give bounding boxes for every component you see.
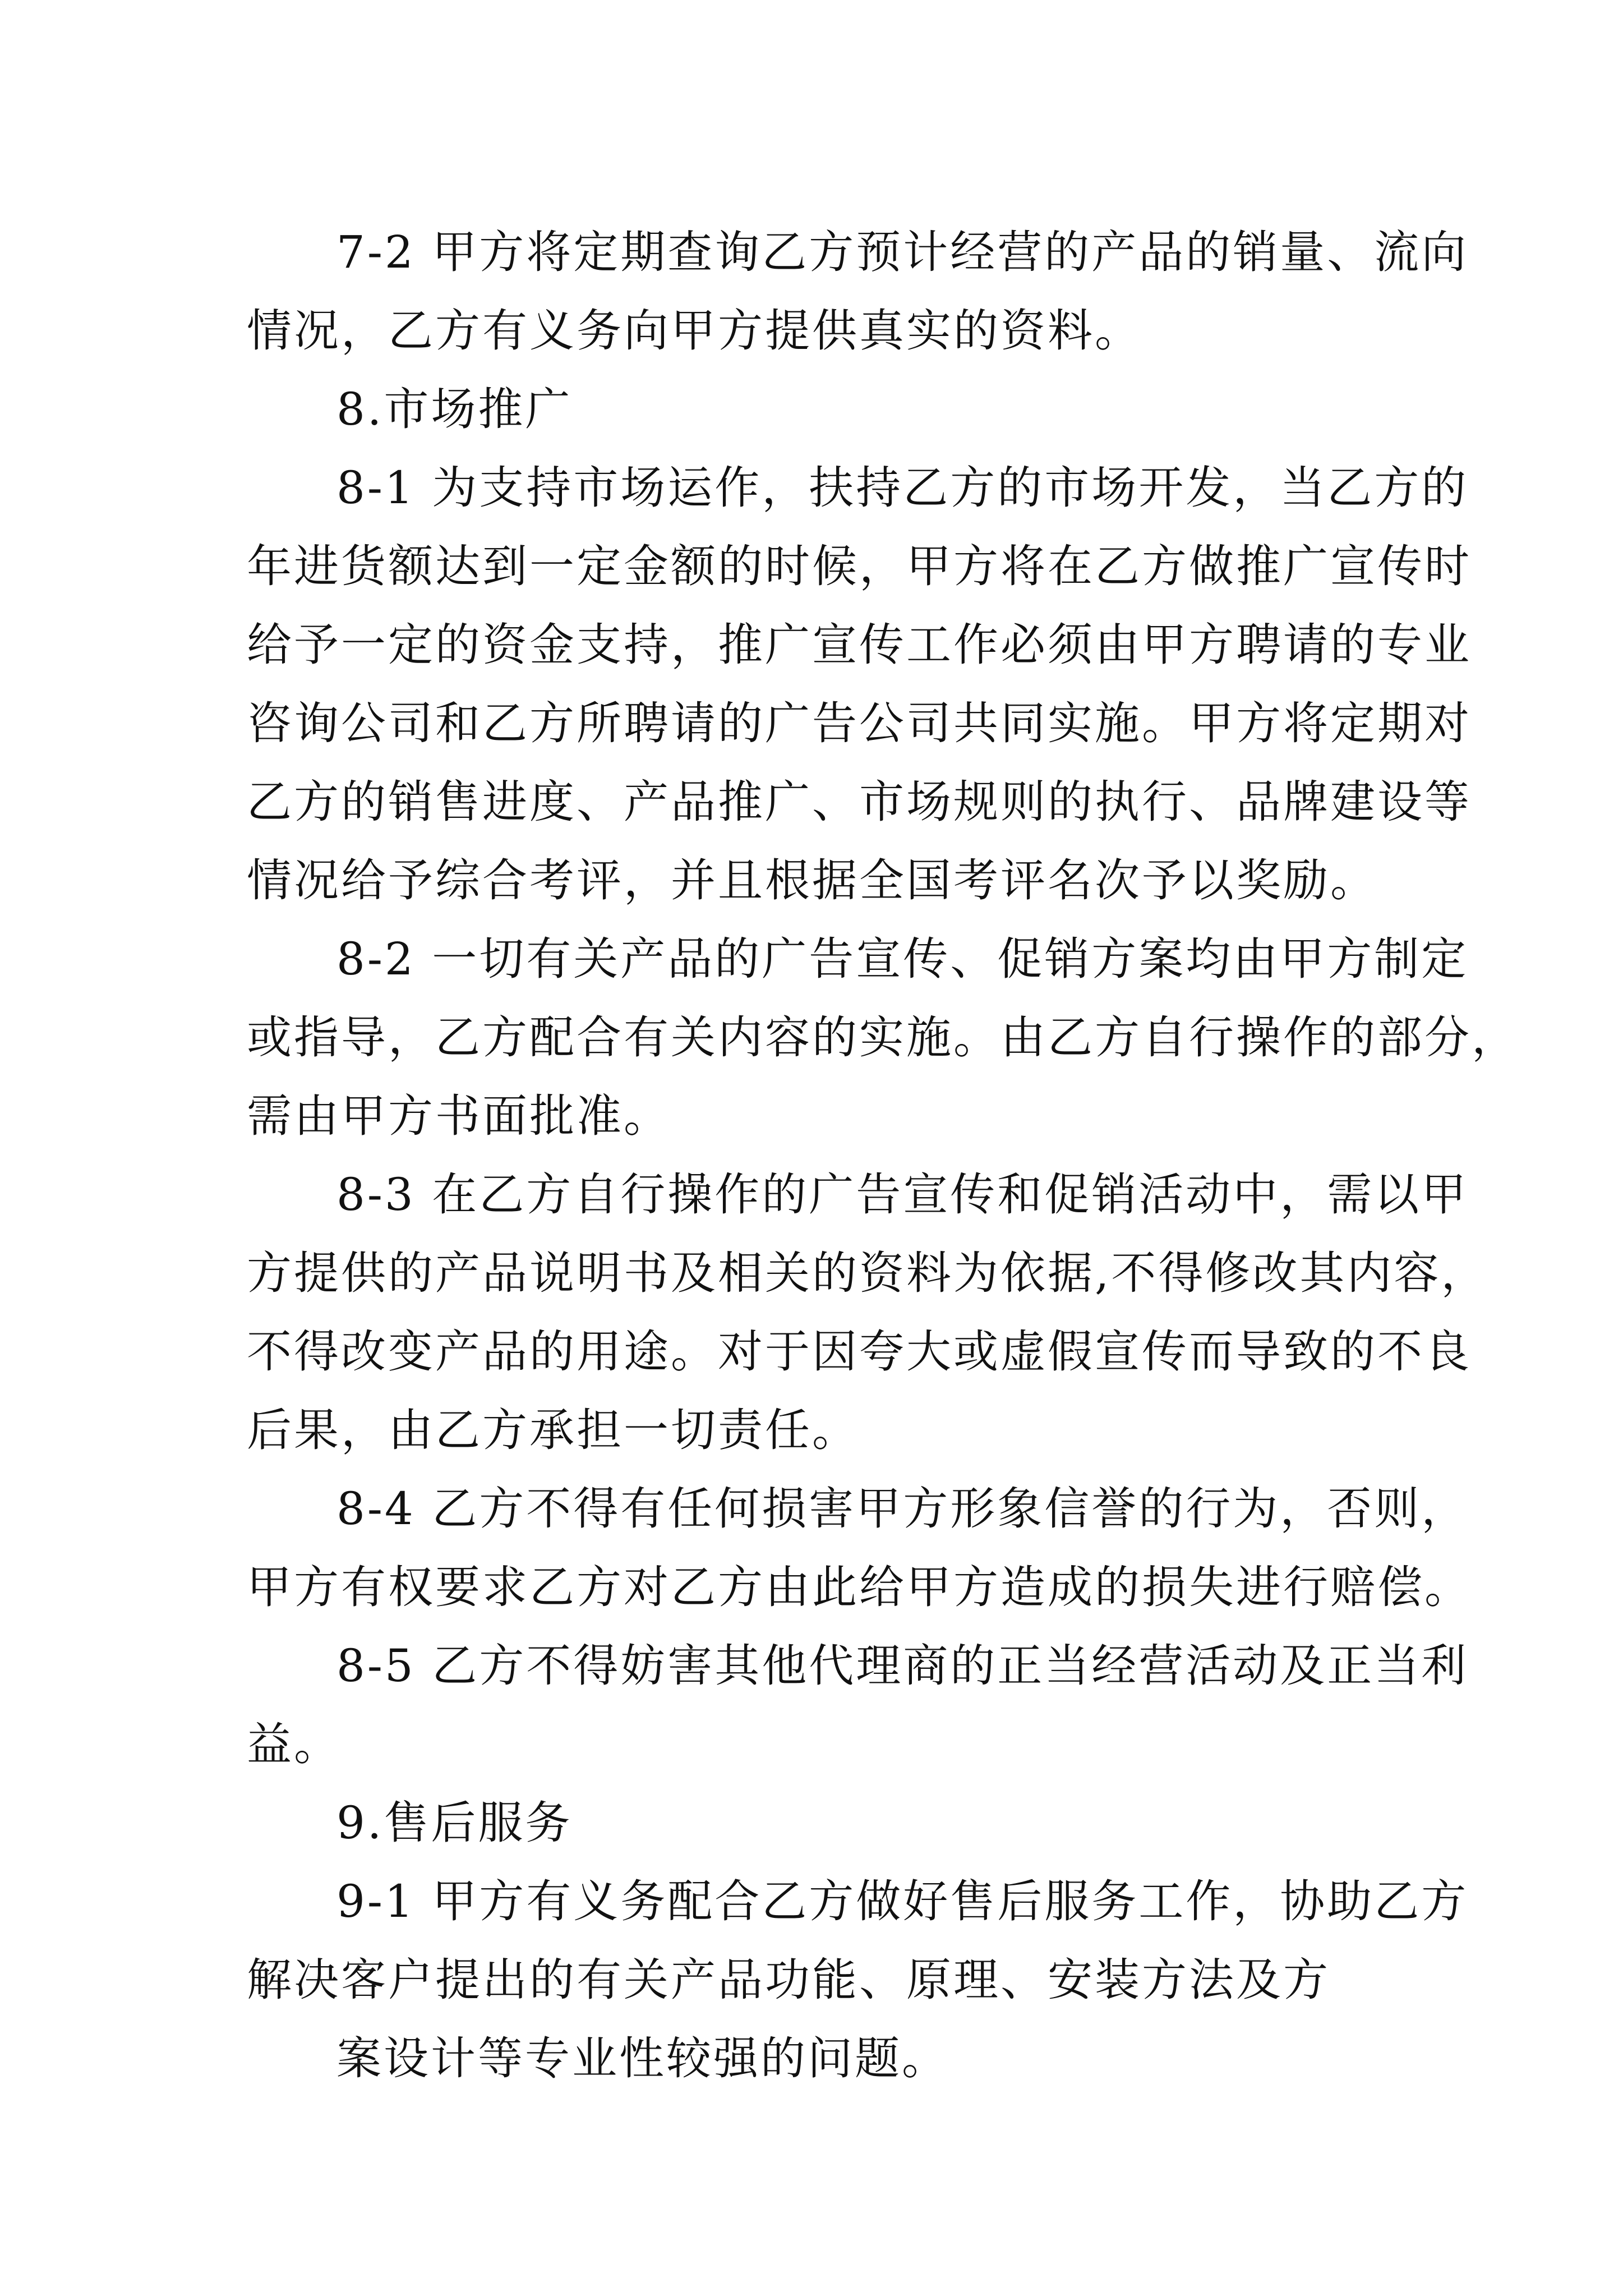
document-body <box>247 213 1519 2098</box>
text-line: 9-1 甲方有义务配合乙方做好售后服务工作，协助乙方 <box>336 1875 1469 1927</box>
text-line: 给予一定的资金支持，推广宣传工作必须由甲方聘请的专业 <box>247 619 1472 671</box>
text-line: 咨询公司和乙方所聘请的广告公司共同实施。甲方将定期对 <box>247 697 1472 749</box>
text-line: 8-4 乙方不得有任何损害甲方形象信誉的行为，否则， <box>336 1483 1469 1535</box>
text-line: 乙方的销售进度、产品推广、市场规则的执行、品牌建设等 <box>247 776 1472 828</box>
text-line: 7-2 甲方将定期查询乙方预计经营的产品的销量、流向 <box>336 226 1469 278</box>
text-line: 益。 <box>247 1718 341 1770</box>
text-line: 情况给予综合考评，并且根据全国考评名次予以奖励。 <box>247 854 1377 907</box>
text-line: 解决客户提出的有关产品功能、原理、安装方法及方 <box>247 1954 1330 2006</box>
section-heading: 9.售后服务 <box>336 1797 573 1849</box>
text-line: 案设计等专业性较强的问题。 <box>336 2032 949 2085</box>
text-line: 8-5 乙方不得妨害其他代理商的正当经营活动及正当利 <box>336 1640 1469 1692</box>
text-line: 后果，由乙方承担一切责任。 <box>247 1404 859 1456</box>
text-line: 情况，乙方有义务向甲方提供真实的资料。 <box>247 305 1142 357</box>
text-line: 需由甲方书面批准。 <box>247 1090 671 1142</box>
text-line: 年进货额达到一定金额的时候，甲方将在乙方做推广宣传时 <box>247 540 1472 592</box>
text-line: 8-2 一切有关产品的广告宣传、促销方案均由甲方制定 <box>336 933 1469 985</box>
section-heading: 8.市场推广 <box>336 383 573 435</box>
text-line: 8-3 在乙方自行操作的广告宣传和促销活动中，需以甲 <box>336 1168 1469 1221</box>
text-line: 甲方有权要求乙方对乙方由此给甲方造成的损失进行赔偿。 <box>247 1561 1472 1613</box>
text-line: 不得改变产品的用途。对于因夸大或虚假宣传而导致的不良 <box>247 1326 1472 1378</box>
text-line: 方提供的产品说明书及相关的资料为依据,不得修改其内容， <box>247 1247 1488 1299</box>
text-line: 8-1 为支持市场运作，扶持乙方的市场开发，当乙方的 <box>336 462 1469 514</box>
text-line: 或指导，乙方配合有关内容的实施。由乙方自行操作的部分， <box>247 1011 1519 1064</box>
